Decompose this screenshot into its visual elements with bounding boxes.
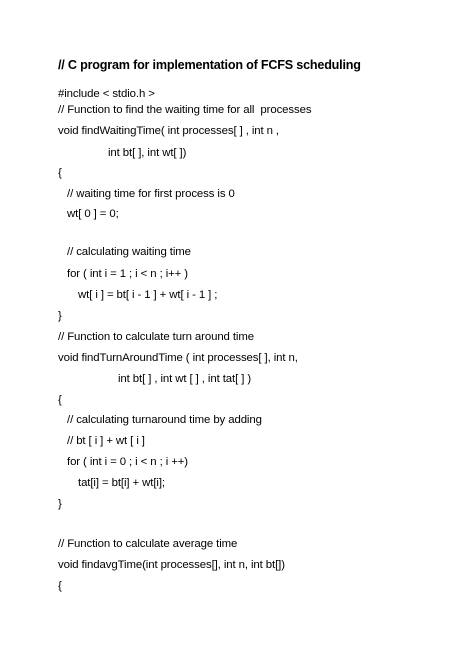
code-line-wt-zero: wt[ 0 ] = 0; [67, 208, 119, 220]
code-line-comment-tat-fn: // Function to calculate turn around time [58, 331, 254, 343]
code-line-for-loop-2: for ( int i = 0 ; i < n ; i ++) [67, 456, 188, 468]
code-line-wt-assign: wt[ i ] = bt[ i - 1 ] + wt[ i - 1 ] ; [78, 289, 218, 301]
code-line-comment-first-process: // waiting time for first process is 0 [67, 188, 235, 200]
code-line-comment-waiting-fn: // Function to find the waiting time for all processes [58, 104, 312, 116]
code-line-waiting-signature: void findWaitingTime( int processes[ ] , int n , [58, 125, 279, 137]
code-line-for-loop-1: for ( int i = 1 ; i < n ; i++ ) [67, 268, 188, 280]
code-line-comment-avg-fn: // Function to calculate average time [58, 538, 238, 550]
code-line-tat-params: int bt[ ] , int wt [ ] , int tat[ ] ) [118, 373, 252, 385]
code-line-waiting-params: int bt[ ], int wt[ ]) [108, 147, 187, 159]
code-line-tat-signature: void findTurnAroundTime ( int processes[ ], int n, [58, 352, 298, 364]
code-line-open-brace-2: { [58, 394, 62, 406]
code-line-open-brace-3: { [58, 580, 62, 592]
code-line-open-brace: { [58, 167, 62, 179]
code-line-include: #include < stdio.h > [58, 88, 155, 100]
code-line-comment-calc-waiting: // calculating waiting time [67, 246, 191, 258]
code-line-close-brace: } [58, 310, 62, 322]
document-title: // C program for implementation of FCFS scheduling [58, 58, 361, 72]
code-line-comment-calc-tat: // calculating turnaround time by adding [67, 414, 262, 426]
code-line-comment-bt-wt: // bt [ i ] + wt [ i ] [67, 435, 145, 447]
code-line-close-brace-2: } [58, 498, 62, 510]
code-line-tat-assign: tat[i] = bt[i] + wt[i]; [78, 477, 165, 489]
code-line-avg-signature: void findavgTime(int processes[], int n, int bt[]) [58, 559, 285, 571]
